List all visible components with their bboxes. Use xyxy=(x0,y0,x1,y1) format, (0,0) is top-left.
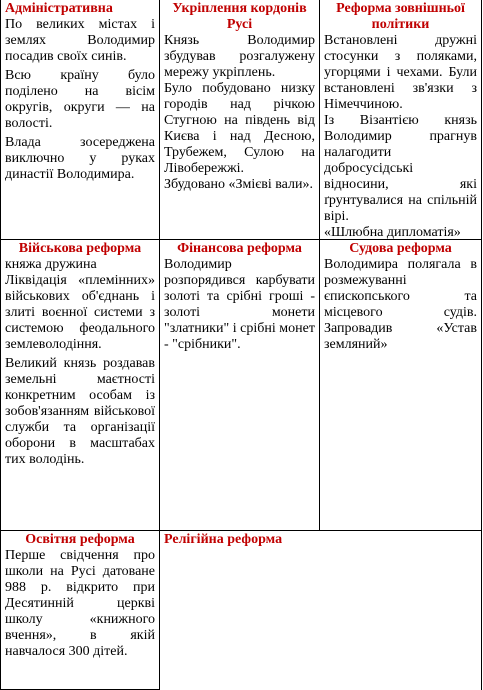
cell-title: Військова реформа xyxy=(18,241,142,256)
cell-paragraph: «Шлюбна дипломатія» xyxy=(324,225,461,240)
cell-paragraph: Великий князь роздавав земельні маєтності конкретним особам із зобов'язанням військової служби та організації оборони в масштабах тих володінь. xyxy=(5,356,155,467)
cell-paragraph: Встановлені дружні стосунки з поляками, угорцями і чехами. Були встановлені зв'язки з Німеччиною. xyxy=(324,33,477,112)
cell-paragraph: Ліквідація «племінних» військових об'єднань і злиті воєнної системи з системою феодального землеволодіння. xyxy=(5,273,155,352)
cell-military-reform xyxy=(0,240,160,531)
cell-paragraph: Влада зосереджена виключно у руках династії Володимира. xyxy=(5,135,155,182)
cell-foreign-policy-reform xyxy=(320,0,482,240)
cell-religious-reform xyxy=(160,531,482,690)
cell-paragraph: Перше свідчення про школи на Русі датоване 988 р. відкрито при Десятинній церкві школу «книжного вчення», в якій навчалося 300 дітей. xyxy=(5,548,155,659)
cell-title: Судова реформа xyxy=(349,241,452,256)
cell-paragraph: Збудовано «Змієві вали». xyxy=(164,177,313,192)
cell-title: Релігійна реформа xyxy=(164,532,283,547)
cell-paragraph: Всю країну було поділено на вісім округів, округи — на волості. xyxy=(5,68,155,131)
cell-paragraph: княжа дружина xyxy=(5,257,97,272)
cell-border-fortification xyxy=(160,0,320,240)
cell-paragraph: Володимир розпорядився карбувати золоті та срібні гроші - золоті монети "златники" і срібні монет - "срібники". xyxy=(164,257,315,352)
cell-title: Укріплення кордонів Русі xyxy=(172,1,307,32)
cell-title: Освітня реформа xyxy=(25,532,135,547)
cell-paragraph: Князь Володимир збудував розгалужену мережу укріплень. xyxy=(164,33,315,80)
cell-paragraph: По великих містах і землях Володимир посадив своїх синів. xyxy=(5,17,155,64)
cell-paragraph: Володимира полягала в розмежуванні єпископського та місцевого судів. Запровадив «Устав земляний» xyxy=(324,257,477,352)
cell-title: Реформа зовнішньої політики xyxy=(336,1,465,32)
cell-administrative-reform xyxy=(0,0,160,240)
cell-judicial-reform xyxy=(320,240,482,531)
cell-education-reform xyxy=(0,531,160,690)
cell-financial-reform xyxy=(160,240,320,531)
cell-title: Фінансова реформа xyxy=(177,241,302,256)
cell-paragraph: Було побудовано низку городів над річкою Стугною на південь від Києва і над Десною, Трубежем, Сулою на Лівобережжі. xyxy=(164,81,315,176)
cell-title: Адміністративна xyxy=(5,1,113,16)
cell-paragraph: Із Візантією князь Володимир прагнув налагодити добросусідські відносини, які ґрунтувалися на спільній вірі. xyxy=(324,113,477,224)
